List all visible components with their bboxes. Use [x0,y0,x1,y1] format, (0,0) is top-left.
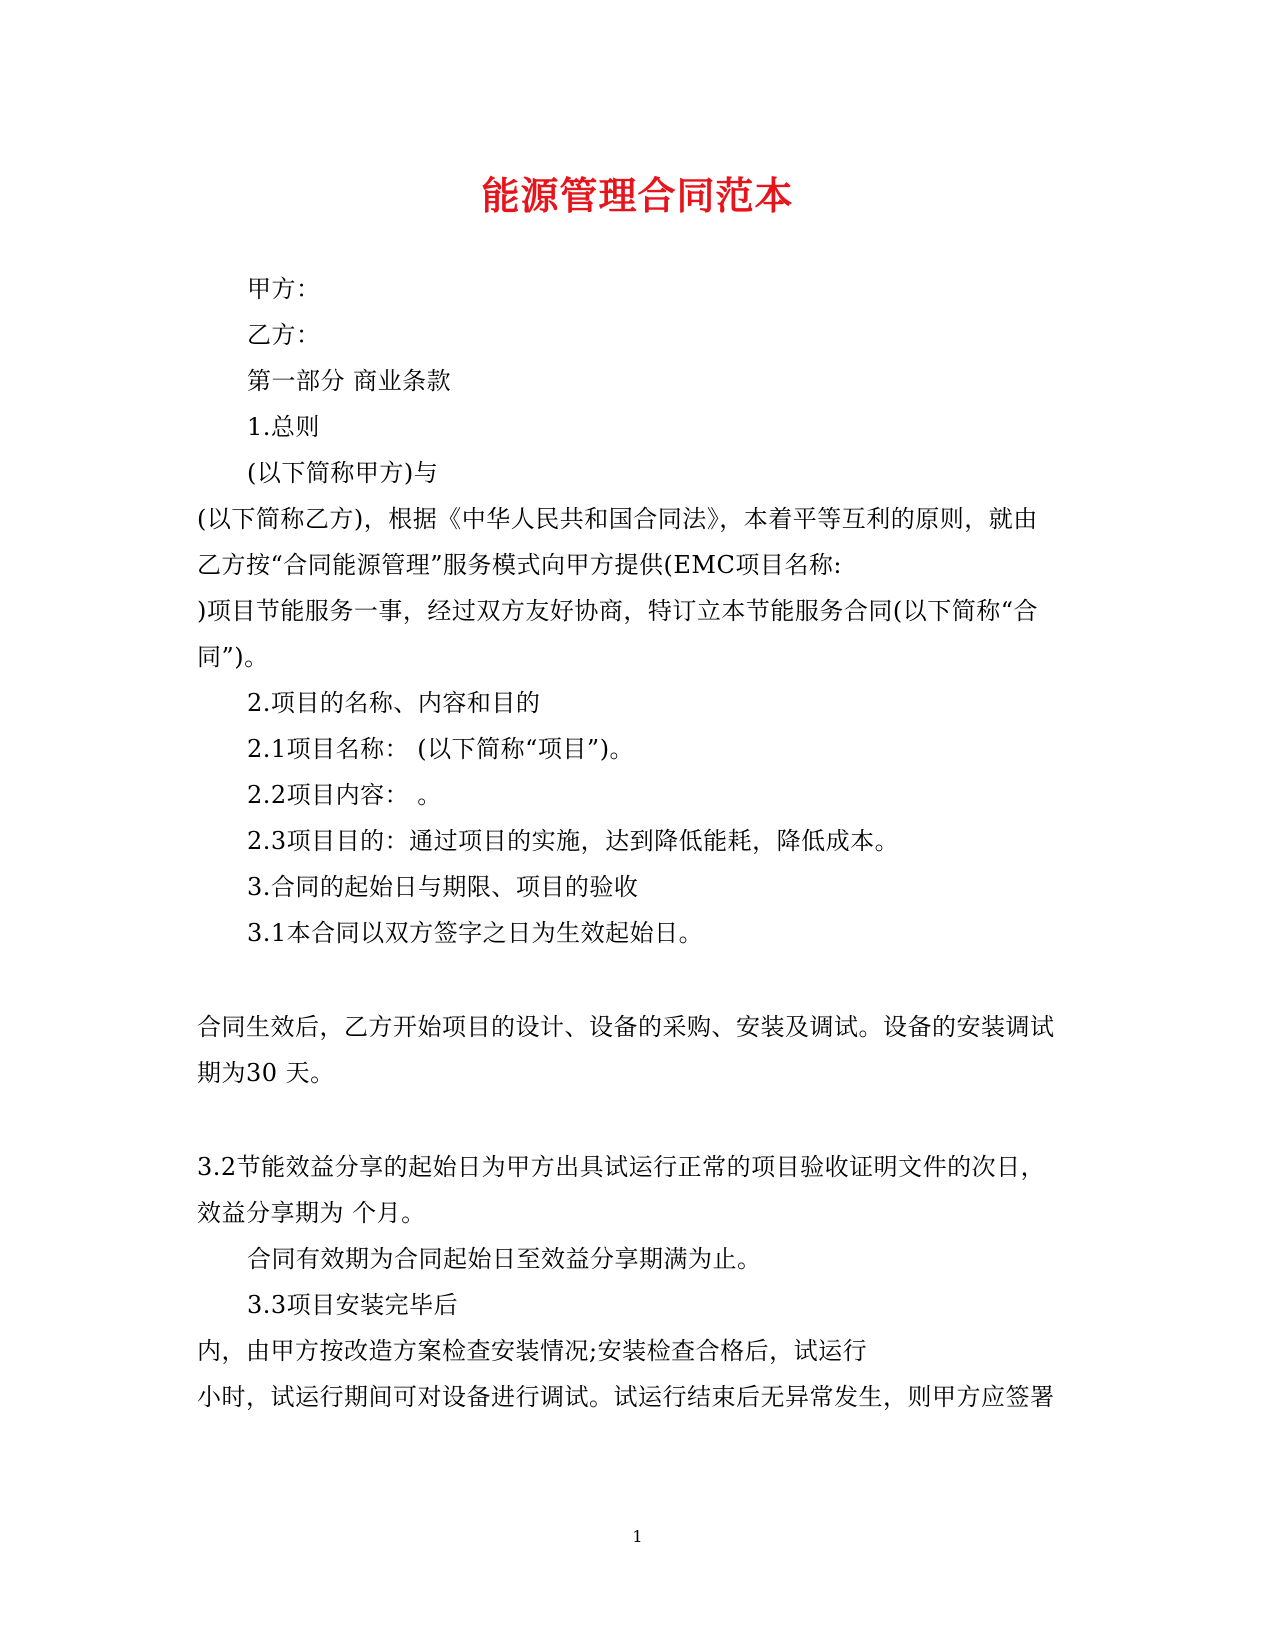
paragraph-line: 3.3项目安装完毕后 [247,1291,459,1319]
paragraph-line: (以下简称乙方)，根据《中华人民共和国合同法》，本着平等互利的原则，就由 [197,505,1038,533]
document-title: 能源管理合同范本 [481,173,794,218]
section-heading: 2.项目的名称、内容和目的 [247,689,541,717]
paragraph-line: 合同有效期为合同起始日至效益分享期满为止。 [247,1245,762,1273]
section-heading: 3.合同的起始日与期限、项目的验收 [247,873,639,901]
paragraph-line: 2.3项目目的：通过项目的实施，达到降低能耗，降低成本。 [247,827,900,855]
paragraph-line: 内，由甲方按改造方案检查安装情况;安装检查合格后，试运行 [197,1337,868,1365]
page-number: 1 [632,1527,643,1546]
paragraph-line: 效益分享期为 个月。 [197,1199,426,1227]
paragraph-line: 小时，试运行期间可对设备进行调试。试运行结束后无异常发生，则甲方应签署 [197,1383,1055,1411]
paragraph-line: )项目节能服务一事，经过双方友好协商，特订立本节能服务合同(以下简称“合 [197,597,1038,625]
paragraph-line: 2.1项目名称： (以下简称“项目”)。 [247,735,635,763]
part-one-heading: 第一部分 商业条款 [247,367,452,395]
paragraph-line: 2.2项目内容： 。 [247,781,442,809]
party-b-line: 乙方： [247,321,321,349]
paragraph-line: 同”)。 [197,643,269,671]
paragraph-line: 合同生效后，乙方开始项目的设计、设备的采购、安装及调试。设备的安装调试 [197,1013,1055,1041]
paragraph-line: 乙方按“合同能源管理”服务模式向甲方提供(EMC项目名称: [197,551,842,579]
party-a-line: 甲方： [247,275,321,303]
paragraph-line: 3.1本合同以双方签字之日为生效起始日。 [247,919,704,947]
paragraph-line: 3.2节能效益分享的起始日为甲方出具试运行正常的项目验收证明文件的次日， [197,1153,1046,1181]
section-heading: 1.总则 [247,413,320,441]
paragraph-line: 期为30 天。 [197,1059,335,1087]
paragraph-line: (以下简称甲方)与 [247,459,439,487]
